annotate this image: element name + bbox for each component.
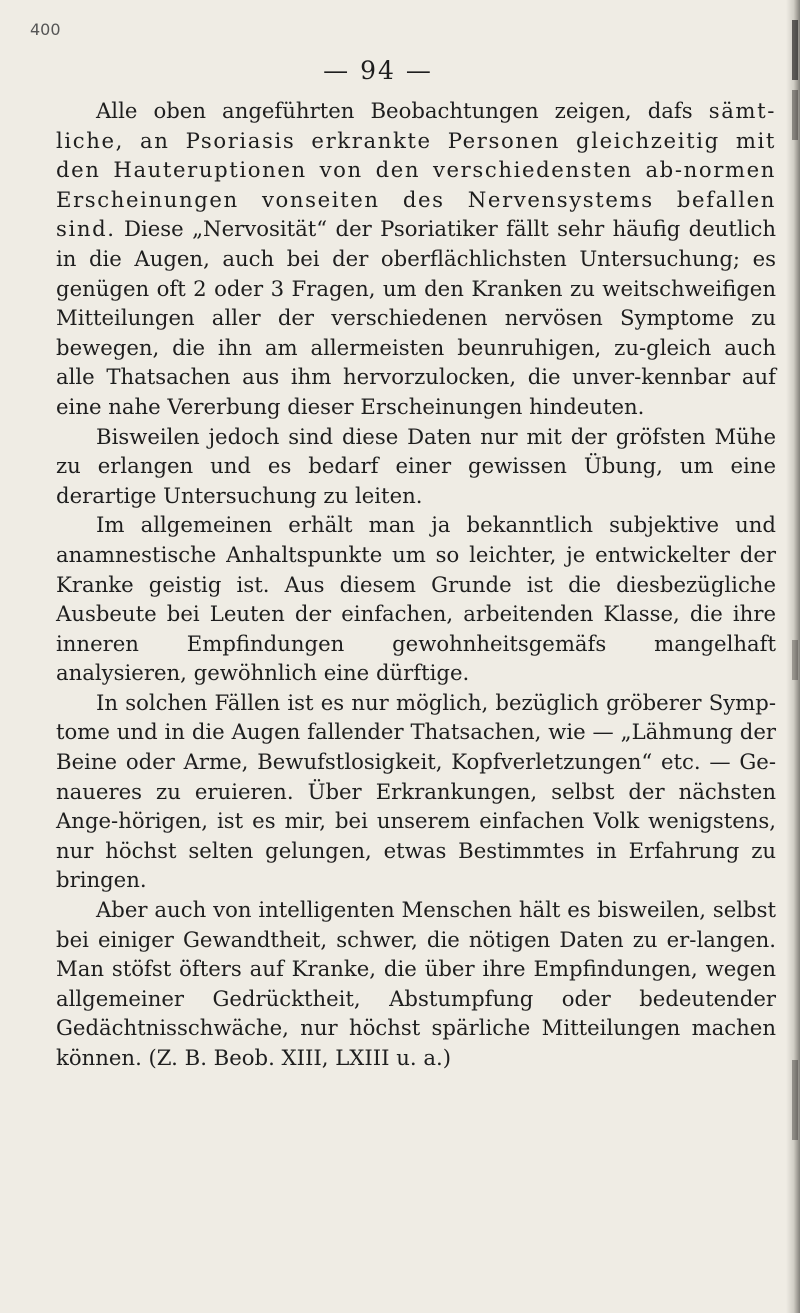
folio-number: 400 [30,20,61,39]
paragraph-4: In solchen Fällen ist es nur möglich, bezüglich gröberer Symp-tome und in die Augen fallender Thatsachen, wie — „Lähmung der Beine oder Arme, Bewufstlosigkeit, Kopfverletzungen“ etc. — Ge-naueres zu eruieren. Über Erkrankungen, selbst der nächsten Ange-hörigen, ist es mir, bei unserem einfachen Volk wenigstens, nur höchst selten gelungen, etwas Bestimmtes in Erfahrung zu bringen. [56,689,776,893]
page-edge-mark [792,1060,798,1140]
page-number: — 94 — [323,56,433,85]
paragraph-1-rest: Diese „Nervosität“ der Psoriatiker fällt sehr häufig deutlich in die Augen, auch bei der oberflächlichsten Untersuchung; es genügen oft 2 oder 3 Fragen, um den Kranken zu weitschweifigen Mitteilungen aller der verschiedenen nervösen Symptome zu bewegen, die ihn am allermeisten beunruhigen, zu-gleich auch alle Thatsachen aus ihm hervorzulocken, die unver-kennbar auf eine nahe Vererbung dieser Erscheinungen hindeuten. [56,216,776,419]
paragraph-5: Aber auch von intelligenten Menschen hält es bisweilen, selbst bei einiger Gewandtheit, schwer, die nötigen Daten zu er-langen. Man stöfst öfters auf Kranke, die über ihre Empfindungen, wegen allgemeiner Gedrücktheit, Abstumpfung oder bedeutender Gedächtnisschwäche, nur höchst spärliche Mitteilungen machen können. (Z. B. Beob. XIII, LXIII u. a.) [56,897,776,1070]
paragraph-2: Bisweilen jedoch sind diese Daten nur mit der gröfsten Mühe zu erlangen und es bedarf einer gewissen Übung, um eine derartige Untersuchung zu leiten. [56,423,776,508]
body-text [56,96,776,1073]
paragraph-1-spaced-emphasis: sämt-liche, an Psoriasis erkrankte Personen gleichzeitig mit den Hauteruptionen von den verschiedensten ab-normen Erscheinungen vonseiten des Nervensystems befallen sind. [56,98,776,242]
paragraph-1-intro: Alle oben angeführten Beobachtungen zeigen, dafs [96,98,709,123]
paragraph-1 [56,96,776,422]
page-edge-mark [792,640,798,680]
page-edge-mark [792,20,798,80]
paragraph-3: Im allgemeinen erhält man ja bekanntlich subjektive und anamnestische Anhaltspunkte um so leichter, je entwickelter der Kranke geistig ist. Aus diesem Grunde ist die diesbezügliche Ausbeute bei Leuten der einfachen, arbeitenden Klasse, die ihre inneren Empfindungen gewohnheitsgemäfs mangelhaft analysieren, gewöhnlich eine dürftige. [56,512,776,686]
page-edge-mark [792,90,798,140]
